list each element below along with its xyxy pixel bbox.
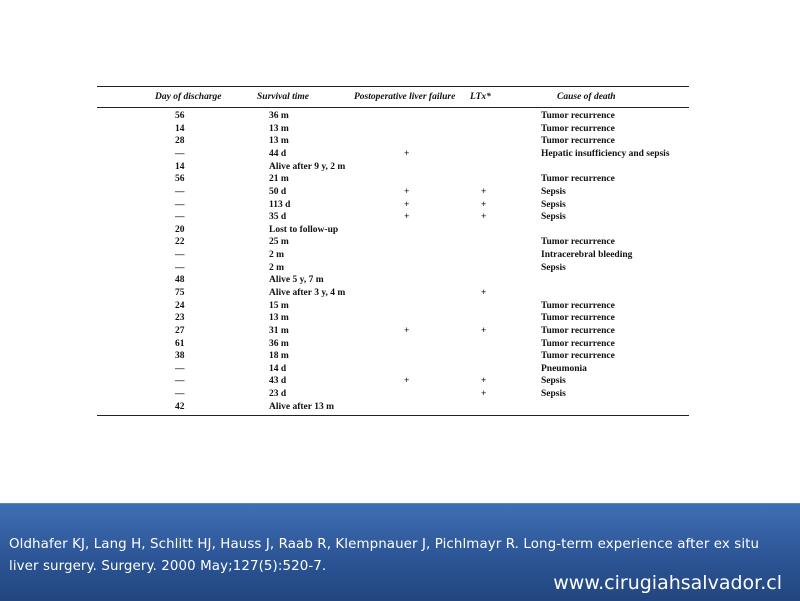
day-of-discharge-cell: — (175, 363, 185, 374)
ltx-cell (470, 300, 541, 313)
table-row (97, 161, 689, 174)
table-header-row (97, 87, 689, 108)
liver-failure-cell (354, 388, 470, 401)
survival-time-cell: 35 d (269, 212, 287, 223)
liver-failure-cell (354, 401, 470, 416)
table-row (97, 262, 689, 275)
liver-failure-cell (354, 363, 470, 376)
day-of-discharge-cell: — (175, 186, 185, 197)
header-ltx: LTx* (470, 87, 541, 108)
header-cause-of-death: Cause of death (541, 87, 689, 108)
cause-of-death-cell: Tumor recurrence (541, 351, 615, 362)
liver-failure-cell (354, 312, 470, 325)
cause-of-death-cell: Pneumonia (541, 363, 587, 374)
table-row (97, 325, 689, 338)
liver-failure-cell (354, 287, 470, 300)
table-row (97, 236, 689, 249)
liver-failure-cell: + (404, 186, 410, 197)
liver-failure-cell (354, 135, 470, 148)
survival-time-cell: Lost to follow-up (269, 224, 339, 235)
survival-time-cell: 2 m (269, 250, 285, 261)
cause-of-death-cell: Tumor recurrence (541, 237, 615, 248)
day-of-discharge-cell: 28 (175, 136, 185, 147)
cause-of-death-cell (541, 161, 689, 174)
ltx-cell (470, 401, 541, 416)
cause-of-death-cell: Tumor recurrence (541, 174, 615, 185)
day-of-discharge-cell: 75 (175, 287, 185, 298)
day-of-discharge-cell: — (175, 262, 185, 273)
liver-failure-cell (354, 274, 470, 287)
survival-time-cell: 36 m (269, 111, 289, 122)
header-postoperative-liver-failure: Postoperative liver failure (354, 87, 470, 108)
day-of-discharge-cell: — (175, 199, 185, 210)
survival-table (97, 86, 689, 416)
liver-failure-cell: + (404, 148, 410, 159)
survival-time-cell: Alive after 13 m (257, 401, 354, 416)
survival-time-cell: 15 m (269, 300, 289, 311)
liver-failure-cell: + (404, 325, 410, 336)
liver-failure-cell (354, 350, 470, 363)
cause-of-death-cell: Tumor recurrence (541, 325, 615, 336)
day-of-discharge-cell: — (175, 212, 185, 223)
cause-of-death-cell: Sepsis (541, 212, 566, 223)
cause-of-death-cell: Sepsis (541, 262, 566, 273)
table-row (97, 287, 689, 300)
liver-failure-cell: + (404, 212, 410, 223)
survival-time-cell: 43 d (269, 376, 287, 387)
table-row (97, 249, 689, 262)
survival-table-container (97, 86, 689, 416)
day-of-discharge-cell: 27 (175, 325, 185, 336)
table-row (97, 123, 689, 136)
table-row (97, 388, 689, 401)
ltx-cell (470, 236, 541, 249)
survival-time-cell: 50 d (269, 186, 287, 197)
liver-failure-cell (354, 173, 470, 186)
liver-failure-cell (354, 338, 470, 351)
cause-of-death-cell: Tumor recurrence (541, 111, 615, 122)
day-of-discharge-cell: — (175, 148, 185, 159)
survival-time-cell: 21 m (269, 174, 289, 185)
cause-of-death-cell: Sepsis (541, 199, 566, 210)
day-of-discharge-cell: 56 (175, 111, 185, 122)
liver-failure-cell (354, 108, 470, 123)
day-of-discharge-cell: 20 (175, 224, 185, 235)
survival-time-cell: 31 m (269, 325, 289, 336)
survival-time-cell: 2 m (269, 262, 285, 273)
table-row (97, 148, 689, 161)
cause-of-death-cell: Tumor recurrence (541, 338, 615, 349)
ltx-cell (470, 249, 541, 262)
day-of-discharge-cell: 42 (97, 401, 257, 416)
table-row (97, 401, 689, 416)
survival-time-cell: 18 m (269, 351, 289, 362)
liver-failure-cell (354, 300, 470, 313)
survival-time-cell: 13 m (269, 313, 289, 324)
ltx-cell (470, 274, 541, 287)
table-row (97, 108, 689, 123)
table-row (97, 300, 689, 313)
ltx-cell: + (481, 376, 487, 387)
ltx-cell: + (481, 186, 487, 197)
ltx-cell (470, 123, 541, 136)
cause-of-death-cell (541, 274, 689, 287)
liver-failure-cell: + (404, 376, 410, 387)
survival-time-cell: 36 m (269, 338, 289, 349)
table-row (97, 338, 689, 351)
survival-time-cell: 23 d (269, 389, 287, 400)
table-row (97, 224, 689, 237)
table-row (97, 375, 689, 388)
ltx-cell (470, 312, 541, 325)
liver-failure-cell (354, 262, 470, 275)
day-of-discharge-cell: — (175, 389, 185, 400)
cause-of-death-cell: Sepsis (541, 186, 566, 197)
ltx-cell: + (481, 389, 487, 400)
table-row (97, 363, 689, 376)
day-of-discharge-cell: 24 (175, 300, 185, 311)
ltx-cell (470, 108, 541, 123)
survival-time-cell: 13 m (269, 123, 289, 134)
table-row (97, 135, 689, 148)
table-row (97, 211, 689, 224)
cause-of-death-cell: Hepatic insufficiency and sepsis (541, 148, 670, 159)
survival-time-cell: Alive 5 y, 7 m (269, 275, 324, 286)
ltx-cell (470, 350, 541, 363)
survival-time-cell: 13 m (269, 136, 289, 147)
cause-of-death-cell (541, 224, 689, 237)
survival-time-cell: 14 d (269, 363, 287, 374)
table-row (97, 274, 689, 287)
citation-text: Oldhafer KJ, Lang H, Schlitt HJ, Hauss J, Raab R, Klempnauer J, Pichlmayr R. Long-term experience after ex situ liver surgery. Surgery. 2000 May;127(5):520-7. (9, 537, 760, 574)
day-of-discharge-cell: 14 (175, 123, 185, 134)
ltx-cell (470, 338, 541, 351)
day-of-discharge-cell: 23 (175, 313, 185, 324)
cause-of-death-cell (541, 401, 689, 416)
liver-failure-cell (354, 249, 470, 262)
survival-time-cell: 44 d (269, 148, 287, 159)
day-of-discharge-cell: 22 (175, 237, 185, 248)
cause-of-death-cell: Tumor recurrence (541, 300, 615, 311)
cause-of-death-cell: Tumor recurrence (541, 313, 615, 324)
survival-time-cell: Alive after 3 y, 4 m (269, 287, 346, 298)
ltx-cell (470, 363, 541, 376)
liver-failure-cell (354, 224, 470, 237)
table-row (97, 350, 689, 363)
cause-of-death-cell: Sepsis (541, 376, 566, 387)
day-of-discharge-cell: 61 (175, 338, 185, 349)
website-url: www.cirugiahsalvador.cl (553, 572, 782, 594)
cause-of-death-cell: Intracerebral bleeding (541, 250, 633, 261)
cause-of-death-cell: Sepsis (541, 389, 566, 400)
survival-time-cell: 25 m (269, 237, 289, 248)
cause-of-death-cell: Tumor recurrence (541, 123, 615, 134)
liver-failure-cell (354, 161, 470, 174)
day-of-discharge-cell: — (175, 250, 185, 261)
day-of-discharge-cell: — (175, 376, 185, 387)
header-survival-time: Survival time (257, 87, 354, 108)
ltx-cell: + (481, 212, 487, 223)
day-of-discharge-cell: 48 (175, 275, 185, 286)
survival-time-cell: Alive after 9 y, 2 m (269, 161, 346, 172)
table-row (97, 312, 689, 325)
cause-of-death-cell: Tumor recurrence (541, 136, 615, 147)
liver-failure-cell (354, 123, 470, 136)
day-of-discharge-cell: 56 (175, 174, 185, 185)
ltx-cell: + (481, 287, 487, 298)
table-row (97, 173, 689, 186)
ltx-cell (470, 148, 541, 161)
cause-of-death-cell (541, 287, 689, 300)
ltx-cell: + (481, 325, 487, 336)
survival-time-cell: 113 d (269, 199, 291, 210)
ltx-cell (470, 173, 541, 186)
table-row (97, 198, 689, 211)
ltx-cell (470, 262, 541, 275)
day-of-discharge-cell: 14 (175, 161, 185, 172)
table-row (97, 186, 689, 199)
liver-failure-cell (354, 236, 470, 249)
ltx-cell: + (481, 199, 487, 210)
header-day-of-discharge: Day of discharge (97, 87, 257, 108)
table-body (97, 108, 689, 416)
liver-failure-cell: + (404, 199, 410, 210)
day-of-discharge-cell: 38 (175, 351, 185, 362)
ltx-cell (470, 161, 541, 174)
ltx-cell (470, 224, 541, 237)
ltx-cell (470, 135, 541, 148)
